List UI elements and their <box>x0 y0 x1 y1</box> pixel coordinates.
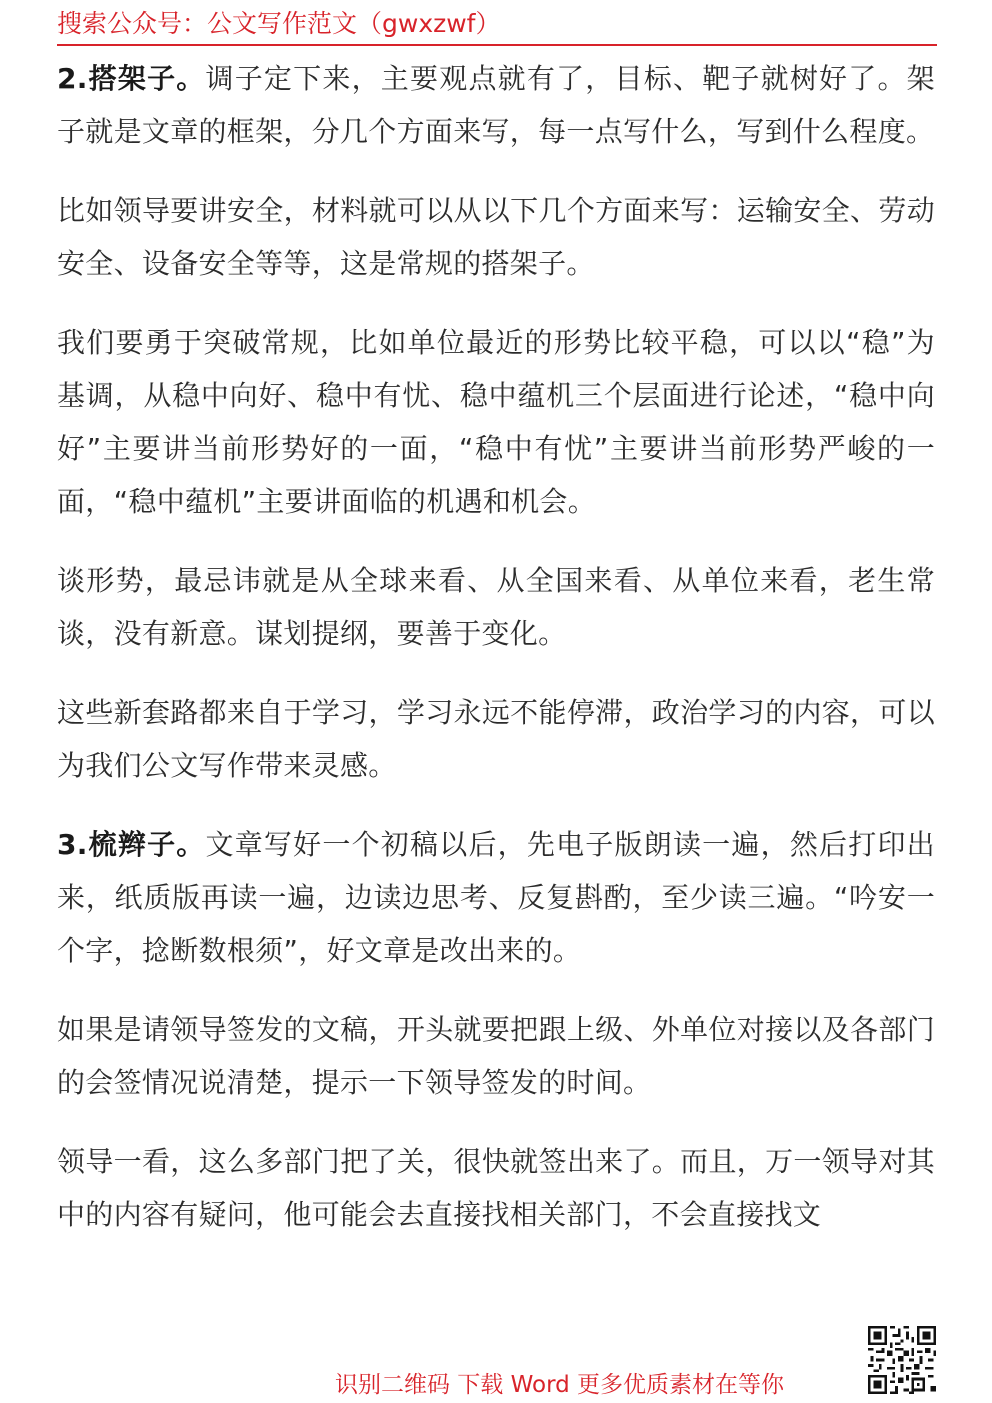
paragraph <box>57 818 935 977</box>
paragraph <box>57 554 935 660</box>
paragraph-text: 文章写好一个初稿以后，先电子版朗读一遍，然后打印出来，纸质版再读一遍，边读边思考、反复斟酌，至少读三遍。“吟安一个字，捻断数根须”，好文章是改出来的。 <box>57 828 935 967</box>
paragraph-text: 我们要勇于突破常规，比如单位最近的形势比较平稳，可以以“稳”为基调，从稳中向好、稳中有忧、稳中蕴机三个层面进行论述，“稳中向好”主要讲当前形势好的一面，“稳中有忧”主要讲当前形势严峻的一面，“稳中蕴机”主要讲面临的机遇和机会。 <box>57 326 935 518</box>
paragraph <box>57 52 935 158</box>
paragraph <box>57 184 935 290</box>
paragraph <box>57 316 935 528</box>
header-divider <box>57 44 937 46</box>
section-heading: 2.搭架子。 <box>57 62 206 95</box>
paragraph-text: 调子定下来，主要观点就有了，目标、靶子就树好了。架子就是文章的框架，分几个方面来写，每一点写什么，写到什么程度。 <box>57 62 935 148</box>
header-banner: 搜索公众号：公文写作范文（gwxzwf） <box>57 9 501 38</box>
qr-code-icon[interactable] <box>868 1326 936 1394</box>
paragraph <box>57 686 935 792</box>
paragraph-text: 领导一看，这么多部门把了关，很快就签出来了。而且，万一领导对其中的内容有疑问，他可能会去直接找相关部门，不会直接找文 <box>57 1145 935 1231</box>
paragraph <box>57 1003 935 1109</box>
paragraph <box>57 1135 935 1241</box>
paragraph-text: 谈形势，最忌讳就是从全球来看、从全国来看、从单位来看，老生常谈，没有新意。谋划提纲，要善于变化。 <box>57 564 935 650</box>
paragraph-text: 这些新套路都来自于学习，学习永远不能停滞，政治学习的内容，可以为我们公文写作带来灵感。 <box>57 696 935 782</box>
footer-promo: 识别二维码 下载 Word 更多优质素材在等你 <box>335 1372 785 1398</box>
article-body <box>57 52 935 1267</box>
paragraph-text: 如果是请领导签发的文稿，开头就要把跟上级、外单位对接以及各部门的会签情况说清楚，提示一下领导签发的时间。 <box>57 1013 935 1099</box>
paragraph-text: 比如领导要讲安全，材料就可以从以下几个方面来写：运输安全、劳动安全、设备安全等等，这是常规的搭架子。 <box>57 194 935 280</box>
section-heading: 3.梳辫子。 <box>57 828 206 861</box>
